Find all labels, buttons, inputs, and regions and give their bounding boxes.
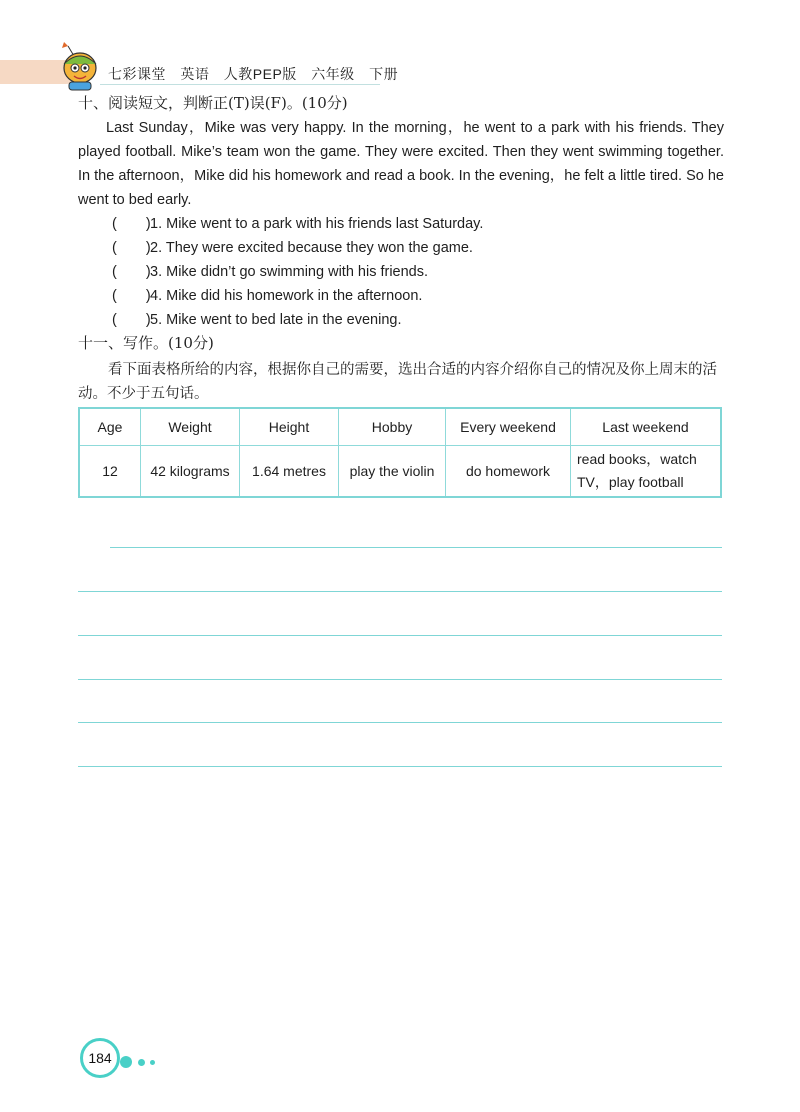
answer-blank[interactable]: ( ) bbox=[112, 288, 151, 304]
table-header-cell: Age bbox=[79, 408, 141, 446]
table-header-cell: Hobby bbox=[339, 408, 446, 446]
writing-line[interactable] bbox=[78, 722, 722, 723]
table-cell: read books，watch TV，play football bbox=[571, 446, 722, 498]
true-false-questions bbox=[112, 212, 483, 332]
writing-line[interactable] bbox=[78, 635, 722, 636]
header-series: 七彩课堂 bbox=[108, 66, 166, 82]
writing-instruction: 看下面表格所给的内容，根据你自己的需要，选出合适的内容介绍你自己的情况及你上周末的活动。不少于五句话。 bbox=[78, 362, 717, 402]
question-text: 4. Mike did his homework in the afternoon. bbox=[150, 288, 423, 304]
passage-text: Last Sunday，Mike was very happy. In the morning，he went to a park with his friends. They played football. Mike’s team won the game. They were excited. Then they went swimming together. In the afternoon，Mike did his homework and read a book. In the evening，he felt a little tired. So he went to bed early. bbox=[78, 120, 724, 208]
table-header-row bbox=[79, 408, 721, 446]
writing-line[interactable] bbox=[78, 766, 722, 767]
decorative-dot-icon bbox=[120, 1056, 132, 1068]
mascot-icon bbox=[54, 42, 104, 94]
table-cell: 12 bbox=[79, 446, 141, 498]
question-item bbox=[112, 236, 483, 260]
section-10-title: 十、阅读短文，判断正(T)误(F)。(10分) bbox=[78, 94, 348, 112]
table-cell: 42 kilograms bbox=[141, 446, 240, 498]
answer-blank[interactable]: ( ) bbox=[112, 240, 151, 256]
question-text: 1. Mike went to a park with his friends last Saturday. bbox=[150, 216, 484, 232]
table-row bbox=[79, 446, 721, 498]
page-number: 184 bbox=[80, 1038, 120, 1078]
answer-blank[interactable]: ( ) bbox=[112, 312, 151, 328]
header-volume: 下册 bbox=[369, 66, 399, 82]
header-edition: 人教PEP版 bbox=[223, 66, 297, 82]
question-item bbox=[112, 308, 483, 332]
table-header-cell: Weight bbox=[141, 408, 240, 446]
question-item bbox=[112, 284, 483, 308]
running-header bbox=[108, 64, 408, 84]
decorative-dot-icon bbox=[150, 1060, 155, 1065]
answer-blank[interactable]: ( ) bbox=[112, 264, 151, 280]
writing-line[interactable] bbox=[78, 591, 722, 592]
header-divider bbox=[100, 84, 380, 85]
decorative-dot-icon bbox=[138, 1059, 145, 1066]
question-text: 2. They were excited because they won the game. bbox=[150, 240, 473, 256]
table-cell: do homework bbox=[446, 446, 571, 498]
answer-blank[interactable]: ( ) bbox=[112, 216, 151, 232]
section-11-title: 十一、写作。(10分) bbox=[78, 334, 214, 352]
header-grade: 六年级 bbox=[311, 66, 355, 82]
table-header-cell: Last weekend bbox=[571, 408, 722, 446]
writing-line[interactable] bbox=[110, 547, 722, 548]
writing-line[interactable] bbox=[78, 679, 722, 680]
question-item bbox=[112, 260, 483, 284]
question-item bbox=[112, 212, 483, 236]
table-header-cell: Every weekend bbox=[446, 408, 571, 446]
table-cell: play the violin bbox=[339, 446, 446, 498]
table-header-cell: Height bbox=[240, 408, 339, 446]
header-subject: 英语 bbox=[180, 66, 210, 82]
question-text: 5. Mike went to bed late in the evening. bbox=[150, 312, 402, 328]
reading-passage bbox=[78, 116, 724, 212]
question-text: 3. Mike didn’t go swimming with his friends. bbox=[150, 264, 429, 280]
info-table bbox=[78, 407, 722, 498]
table-cell: 1.64 metres bbox=[240, 446, 339, 498]
